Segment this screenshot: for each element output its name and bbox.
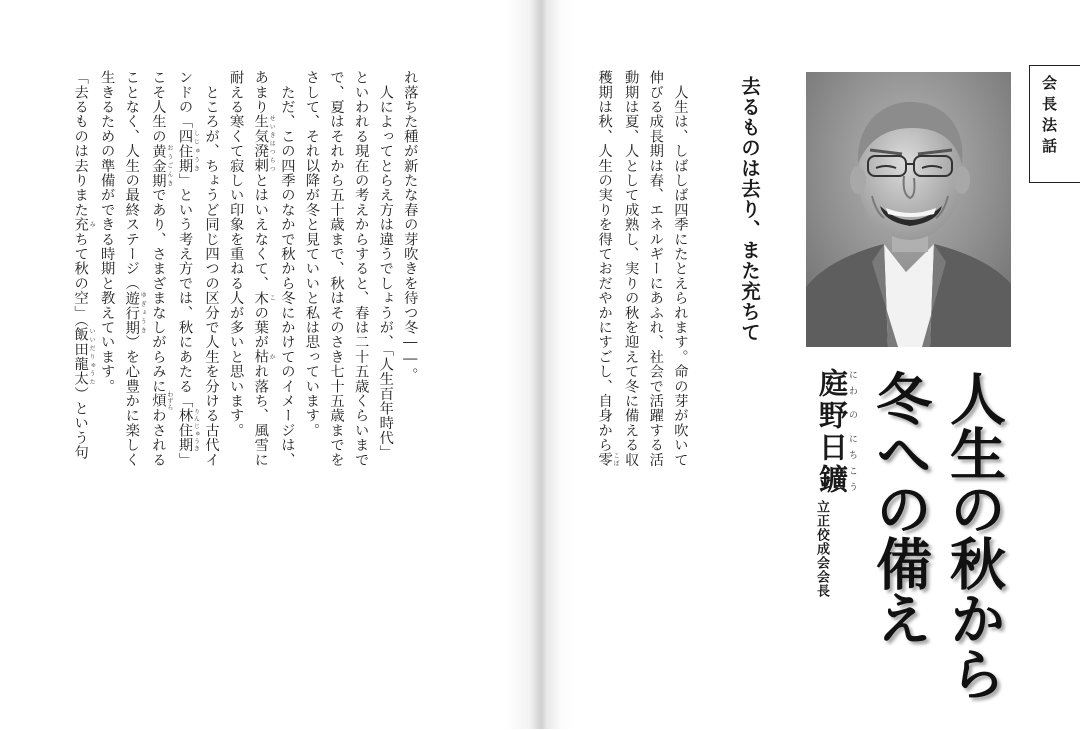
- article-title: [862, 370, 1010, 730]
- section-badge: 会長法話: [1040, 75, 1058, 159]
- text-line: ところが、ちょうど同じ四つの区分で人生を分ける古代イ: [203, 70, 220, 467]
- text-line: 耐える寒くて寂しい印象を重ねる人が多いと思います。: [228, 70, 245, 438]
- author-name: [812, 368, 857, 496]
- text-line: 人生は、しばしば四季にたとえられます。命の芽が吹いて: [672, 70, 689, 467]
- text-line: 「去るものは去りまた充 みちて秋の空」（飯田龍太 いいだりゅうた）という句: [72, 70, 96, 460]
- text-line: ただ、この四季のなかで秋から冬にかけてのイメージは、: [279, 70, 296, 467]
- text-line: 伸びる成長期は春、エネルギーにあふれ、社会で活躍する活: [647, 70, 664, 467]
- ruby-word: 飯田龍太 いいだりゅうた: [72, 327, 96, 387]
- ruby-word: 枯 か: [252, 349, 276, 365]
- ruby-word: 四住期 しじゅうき: [176, 128, 200, 173]
- ruby-word: 日にち: [815, 432, 857, 464]
- text-line: 動期は夏、人として成熟し、実りの秋を迎えて冬に備える収: [623, 70, 640, 467]
- ruby-word: 零 こぼ: [596, 452, 620, 467]
- subtitle: 去るものは去り、また充ちて: [738, 76, 761, 343]
- ruby-word: 遊行期 ゆぎょうき: [123, 290, 147, 335]
- ruby-word: 煩 わずら: [150, 391, 173, 411]
- ruby-word: 木 こ: [252, 290, 276, 306]
- text-line: ンドの「四住期 しじゅうき」という考え方では、秋にあたる「林住期 りんじゅうき」: [176, 70, 200, 467]
- text-line: あまり生気溌剌 せいきはつらつとはいえなくて、木 この葉が枯 かれ落ち、風雪に: [252, 70, 276, 467]
- page-gutter: [505, 0, 575, 729]
- text-line: さして、それ以降が冬と見ていいと私は思っています。: [303, 70, 320, 438]
- ruby-word: 充 み: [72, 217, 96, 232]
- text-line: れ落ちた種が新たな春の芽吹きを待つ冬――。: [402, 70, 419, 383]
- title-line-1: 人生の秋から: [941, 370, 1006, 700]
- text-line: 生きるための準備ができる時期と教えています。: [99, 70, 116, 394]
- text-line: ことなく、人生の最終ステージ（遊行期 ゆぎょうき）を心豊かに楽しく: [123, 70, 147, 467]
- text-line: 穫期は秋、人生の実りを得ておだやかにすごし、自身から零 こぼ: [596, 70, 620, 467]
- body-text-left: [68, 70, 422, 490]
- author-photo: [806, 72, 1011, 347]
- body-text-right: [592, 70, 692, 490]
- title-line-2: 冬への備え: [867, 370, 932, 645]
- ruby-word: 野の: [815, 400, 857, 432]
- ruby-word: 鑛こう: [815, 464, 857, 496]
- author-role: 立正佼成会会長: [814, 500, 829, 598]
- text-line: こそ人生の黄金期 おうごんきであり、さまざまなしがらみに煩 わずらわされる: [150, 70, 173, 467]
- text-line: といわれる現在の考えからすると、春は二十五歳くらいまで: [353, 70, 370, 467]
- text-line: 人によってとらえ方は違うでしょうが、「人生百年時代」: [377, 70, 394, 460]
- ruby-word: 庭にわ: [815, 368, 857, 400]
- ruby-word: 黄金期 おうごんき: [150, 143, 173, 188]
- ruby-word: 生気溌剌 せいきはつらつ: [252, 114, 276, 173]
- text-line: で、夏はそれから五十歳まで、秋はそのさき七十五歳までを: [328, 70, 345, 467]
- ruby-word: 林住期 りんじゅうき: [176, 408, 200, 453]
